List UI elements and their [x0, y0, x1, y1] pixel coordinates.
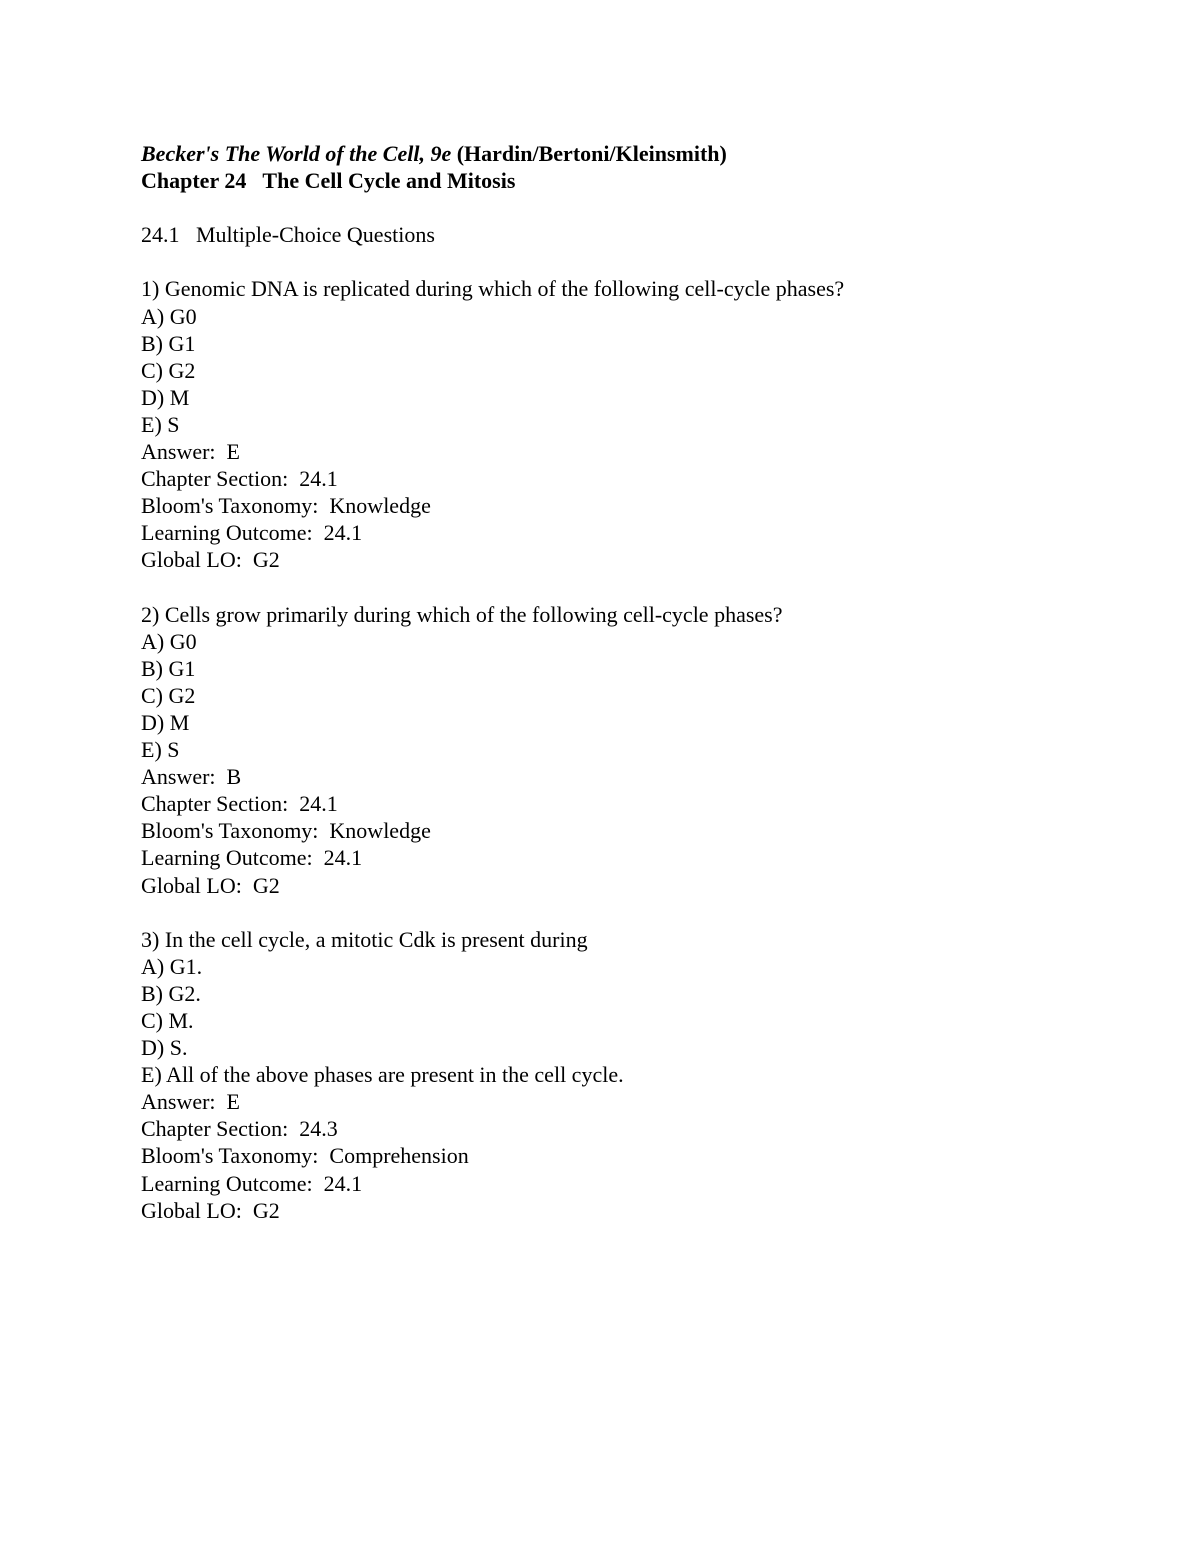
spacer	[141, 574, 1101, 601]
question-1	[141, 275, 1101, 573]
chapter-section: Chapter Section: 24.3	[141, 1116, 338, 1142]
global-lo: Global LO: G2	[141, 872, 280, 898]
document-page	[141, 140, 1101, 1224]
option-d: D) M	[141, 709, 190, 735]
section-title: 24.1 Multiple-Choice Questions	[141, 222, 435, 248]
option-e: E) S	[141, 737, 180, 763]
option-b: B) G1	[141, 655, 196, 681]
chapter-section: Chapter Section: 24.1	[141, 466, 338, 492]
option-a: A) G0	[141, 628, 197, 654]
option-e: E) S	[141, 411, 180, 437]
blooms-taxonomy: Bloom's Taxonomy: Knowledge	[141, 818, 431, 844]
answer: Answer: B	[141, 764, 242, 790]
option-b: B) G2.	[141, 980, 201, 1006]
option-c: C) M.	[141, 1008, 194, 1033]
learning-outcome: Learning Outcome: 24.1	[141, 1170, 363, 1196]
book-title: Becker's The World of the Cell, 9e	[141, 141, 452, 166]
global-lo: Global LO: G2	[141, 1197, 280, 1223]
option-e: E) All of the above phases are present in the cell cycle.	[141, 1062, 624, 1088]
answer: Answer: E	[141, 1089, 240, 1115]
option-c: C) G2	[141, 682, 196, 708]
chapter-title: Chapter 24 The Cell Cycle and Mitosis	[141, 168, 516, 194]
option-d: D) S.	[141, 1035, 188, 1061]
question-stem: 2) Cells grow primarily during which of the following cell-cycle phases?	[141, 601, 783, 627]
option-d: D) M	[141, 384, 190, 410]
blooms-taxonomy: Bloom's Taxonomy: Knowledge	[141, 493, 431, 519]
option-a: A) G0	[141, 303, 197, 329]
blooms-taxonomy: Bloom's Taxonomy: Comprehension	[141, 1143, 469, 1169]
global-lo: Global LO: G2	[141, 547, 280, 573]
chapter-section: Chapter Section: 24.1	[141, 791, 338, 817]
question-stem: 1) Genomic DNA is replicated during which of the following cell-cycle phases?	[141, 276, 845, 302]
learning-outcome: Learning Outcome: 24.1	[141, 520, 363, 546]
spacer	[141, 194, 1101, 221]
option-a: A) G1.	[141, 953, 203, 979]
learning-outcome: Learning Outcome: 24.1	[141, 845, 363, 871]
option-b: B) G1	[141, 330, 196, 356]
question-stem: 3) In the cell cycle, a mitotic Cdk is present during	[141, 926, 588, 952]
option-c: C) G2	[141, 357, 196, 383]
question-2	[141, 601, 1101, 899]
spacer	[141, 248, 1101, 275]
spacer	[141, 899, 1101, 926]
answer: Answer: E	[141, 439, 240, 465]
book-title-line	[141, 140, 1101, 167]
book-authors: (Hardin/Bertoni/Kleinsmith)	[451, 141, 727, 166]
question-3	[141, 926, 1101, 1224]
